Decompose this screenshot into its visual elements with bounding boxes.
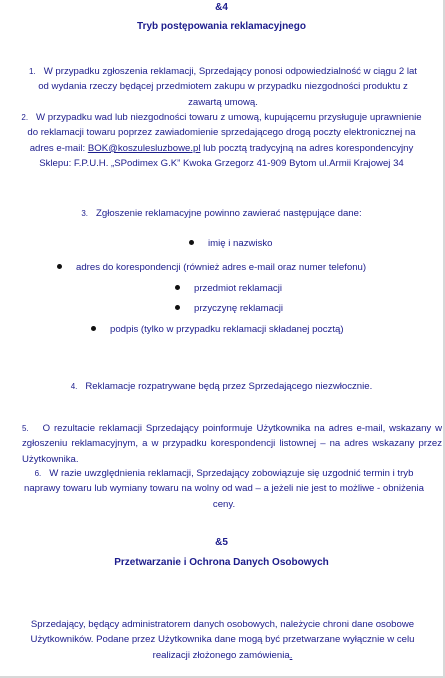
section-4-title: Tryb postępowania reklamacyjnego [137,21,306,32]
clause-3 [0,206,443,221]
list-item: adres do korespondencji (również adres e-mail oraz numer telefonu) [57,262,366,273]
clause-6-text: W razie uwzględnienia reklamacji, Sprzedający zobowiązuje się uzgodnić termin i tryb naprawy towaru lub wymiany towaru na wolny od wad – a jeżeli nie jest to możliwe - obniżenia ceny. [24,468,424,510]
data-protection-text: Sprzedający, będący administratorem danych osobowych, należycie chroni dane osobowe Użytkowników. Podane przez Użytkownika dane mogą być przetwarzane wyłącznie w celu realizacji złożonego zamówienia [30,619,415,661]
clause-2 [20,110,423,172]
clause-1-number: 1. [29,67,36,76]
clause-2-text-after: lub pocztą tradycyjną na adres korespondencyjny Sklepu: F.P.U.H. „SPodimex G.K” Kwoka Grzegorz 41-909 Bytom ul.Armii Krajowej 34 [39,142,414,170]
bullet-icon [189,240,194,245]
clause-1-text: W przypadku zgłoszenia reklamacji, Sprzedający ponosi odpowiedzialność w ciągu 2 lat od wydania rzeczy będącej przedmiotem zakupu w przypadku niezgodności produktu z zawartą umową. [38,66,417,108]
bullet-icon [57,264,62,269]
clause-5-number: 5. [22,424,29,433]
data-protection-paragraph [30,617,415,663]
clause-2-text-before: W przypadku wad lub niezgodności towaru z umową, kupującemu przysługuje uprawnienie do reklamacji towaru poprzez zawiadomienie sprzedającego drogą poczty elektronicznej na adres e-mail: [27,112,422,154]
clause-6-number: 6. [34,469,42,478]
list-item: imię i nazwisko [189,238,273,249]
bullet-icon [91,326,96,331]
section-5-number: &5 [215,537,228,548]
list-item: przyczynę reklamacji [175,303,283,314]
clause-3-number: 3. [81,209,89,218]
complaint-email-link[interactable]: BOK@koszulesluzbowe.pl [87,142,201,154]
clause-5-text: O rezultacie reklamacji Sprzedający poinformuje Użytkownika na adres e-mail, wskazany w zgłoszeniu reklamacyjnym, a w przypadku korespondencji listownej – na adres wskazany przez Użytkownika. [22,423,442,465]
list-item: podpis (tylko w przypadku reklamacji składanej pocztą) [91,324,344,335]
clause-4 [0,379,443,394]
bullet-icon [175,305,180,310]
data-protection-period: . [289,649,293,661]
clause-4-text: Reklamacje rozpatrywane będą przez Sprzedającego niezwłocznie. [85,381,373,392]
list-item: przedmiot reklamacji [175,283,282,294]
clause-4-number: 4. [70,382,78,391]
section-4-number: &4 [215,2,228,13]
clause-6 [20,466,428,512]
bullet-icon [175,285,180,290]
clause-3-text: Zgłoszenie reklamacyjne powinno zawierać następujące dane: [96,208,362,219]
clause-2-number: 2. [21,113,29,122]
clause-1 [28,64,418,110]
clause-5 [22,421,442,467]
section-5-title: Przetwarzanie i Ochrona Danych Osobowych [114,557,329,568]
